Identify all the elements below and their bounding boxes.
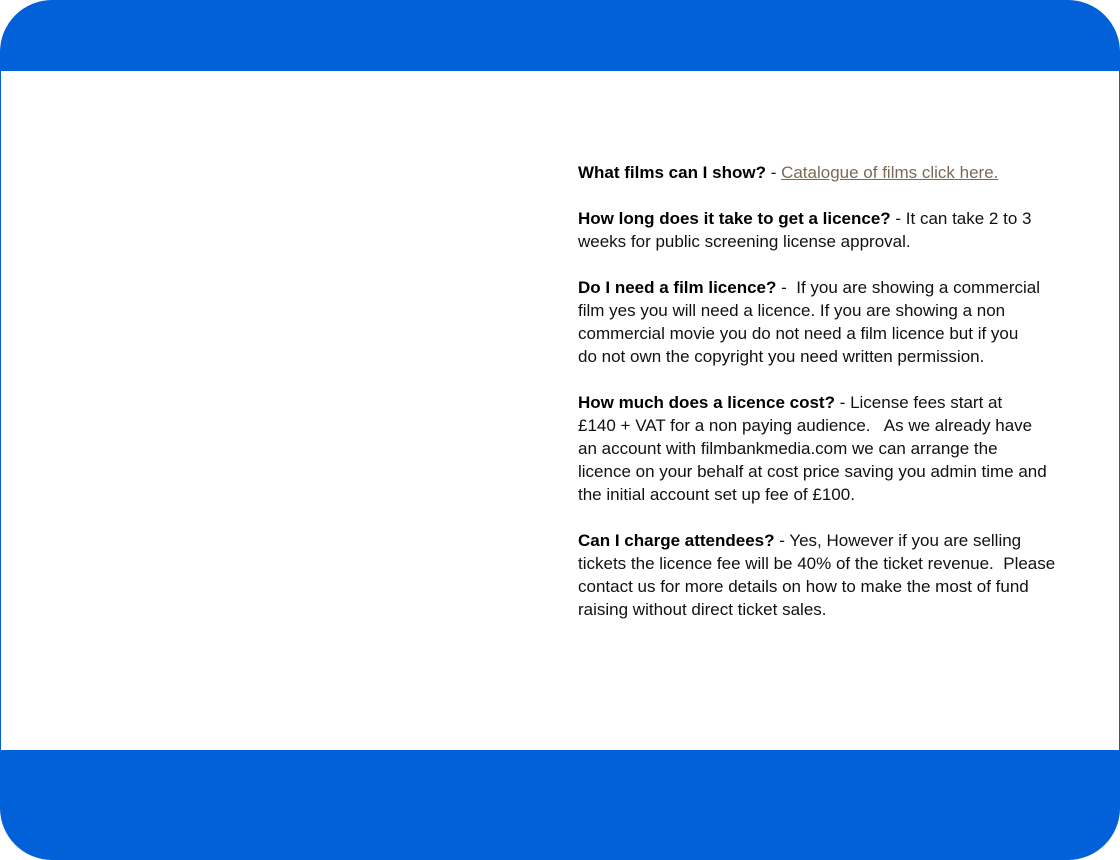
faq-answer: - Yes, However if you are selling	[774, 531, 1022, 550]
faq-answer: the initial account set up fee of £100.	[578, 485, 855, 504]
faq-answer: commercial movie you do not need a film licence but if you	[578, 324, 1019, 343]
faq-item-need-licence	[578, 276, 1114, 368]
faq-answer: - If you are showing a commercial	[776, 278, 1040, 297]
content-panel	[0, 71, 1120, 750]
faq-question: Can I charge attendees?	[578, 531, 775, 550]
header-band	[0, 0, 1120, 71]
faq-answer: an account with filmbankmedia.com we can arrange the	[578, 439, 998, 458]
faq-question: Do I need a film licence?	[578, 278, 777, 297]
faq-answer: £140 + VAT for a non paying audience. As we already have	[578, 416, 1033, 435]
faq-answer: contact us for more details on how to make the most of fund	[578, 577, 1029, 596]
footer-band	[0, 750, 1120, 860]
faq-answer: raising without direct ticket sales.	[578, 600, 827, 619]
faq-question: How long does it take to get a licence?	[578, 209, 891, 228]
faq-answer: licence on your behalf at cost price saving you admin time and	[578, 462, 1047, 481]
faq-item-licence-cost	[578, 391, 1114, 506]
faq-item-licence-time	[578, 207, 1114, 253]
faq-separator: -	[765, 163, 782, 182]
faq-question: How much does a licence cost?	[578, 393, 835, 412]
faq-answer: do not own the copyright you need written permission.	[578, 347, 985, 366]
faq-answer: tickets the licence fee will be 40% of the ticket revenue. Please	[578, 554, 1056, 573]
faq-answer: - License fees start at	[834, 393, 1003, 412]
faq-answer: - It can take 2 to 3	[890, 209, 1032, 228]
film-catalogue-link[interactable]: Catalogue of films click here.	[781, 163, 999, 182]
faq-answer: weeks for public screening license approval.	[578, 232, 911, 251]
faq-item-films	[578, 161, 1114, 184]
faq-question: What films can I show?	[578, 163, 766, 182]
faq-item-charge-attendees	[578, 529, 1114, 621]
faq-list	[578, 161, 1114, 644]
faq-answer: film yes you will need a licence. If you are showing a non	[578, 301, 1006, 320]
